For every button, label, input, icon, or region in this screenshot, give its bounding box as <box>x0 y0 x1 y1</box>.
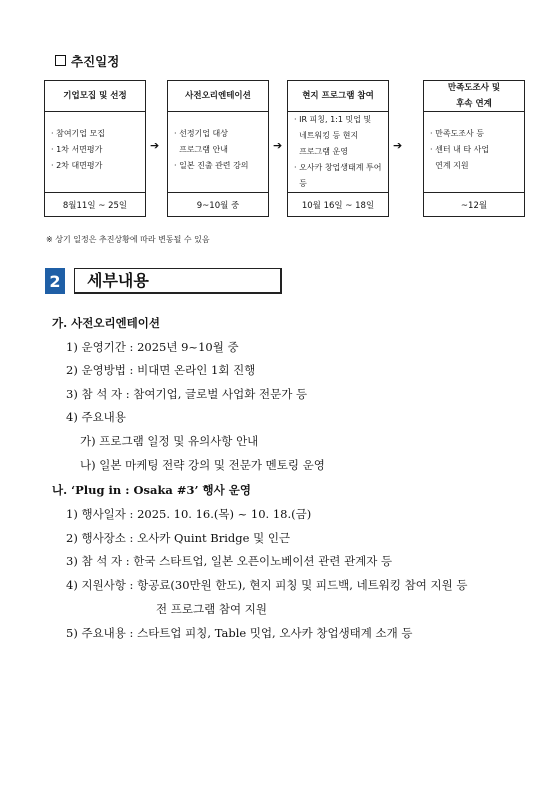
body-line: 4) 지원사항 : 항공료(30만원 한도), 현지 피칭 및 피드백, 네트워킹 참여 지원 등 <box>66 578 468 592</box>
subsection-heading: 가. 사전오리엔테이션 <box>52 316 160 330</box>
schedule-stage <box>423 80 527 217</box>
schedule-heading <box>55 52 119 70</box>
stage-detail-line: · 일본 진출 관련 강의 <box>174 161 249 170</box>
stage-title: 현지 프로그램 참여 <box>287 80 389 112</box>
body-line: 3) 참 석 자 : 참여기업, 글로벌 사업화 전문가 등 <box>66 387 308 401</box>
body-line: 가) 프로그램 일정 및 유의사항 안내 <box>80 434 259 448</box>
stage-title: 사전오리엔테이션 <box>167 80 269 112</box>
stage-date: 10월 16일 ~ 18일 <box>287 192 389 217</box>
subsection-heading: 나. ‘Plug in : Osaka #3’ 행사 운영 <box>52 483 251 497</box>
arrow-right-icon: ➔ <box>273 139 283 152</box>
schedule-stage <box>44 80 148 217</box>
body-line: 나) 일본 마케팅 전략 강의 및 전문가 멘토링 운영 <box>80 458 325 472</box>
stage-title: 기업모집 및 선정 <box>44 80 146 112</box>
stage-details <box>44 111 146 193</box>
section-title: 세부내용 <box>74 268 282 294</box>
stage-detail-line: · 오사카 창업생태계 투어 <box>294 163 382 172</box>
stage-date: 8월11일 ~ 25일 <box>44 192 146 217</box>
stage-detail-line: 프로그램 운영 <box>294 147 348 156</box>
stage-details <box>423 111 525 193</box>
body-line: 전 프로그램 참여 지원 <box>156 602 267 616</box>
body-line: 3) 참 석 자 : 한국 스타트업, 일본 오픈이노베이션 관련 관계자 등 <box>66 554 393 568</box>
body-line: 4) 주요내용 <box>66 410 126 424</box>
arrow-right-icon: ➔ <box>150 139 160 152</box>
stage-detail-line: · 센터 내 타 사업 <box>430 145 490 154</box>
stage-detail-line: 연계 지원 <box>430 161 469 170</box>
stage-detail-line: 네트워킹 등 현지 <box>294 131 359 140</box>
stage-title: 만족도조사 및 후속 연계 <box>423 80 525 112</box>
body-line: 1) 운영기간 : 2025년 9~10월 중 <box>66 340 239 354</box>
schedule-title: 추진일정 <box>71 54 120 69</box>
stage-detail-line: · IR 피칭, 1:1 밋업 및 <box>294 115 372 124</box>
stage-date: ~12월 <box>423 192 525 217</box>
stage-date: 9~10월 중 <box>167 192 269 217</box>
stage-detail-line: 프로그램 안내 <box>174 145 228 154</box>
checkbox-square-icon <box>55 55 66 66</box>
schedule-stage <box>167 80 271 217</box>
schedule-stage <box>287 80 391 217</box>
stage-detail-line: 등 <box>294 179 307 188</box>
stage-details <box>287 111 389 193</box>
section-number-badge: 2 <box>45 268 65 294</box>
schedule-notice: ※ 상기 일정은 추진상황에 따라 변동될 수 있음 <box>46 235 210 244</box>
body-line: 1) 행사일자 : 2025. 10. 16.(목) ~ 10. 18.(금) <box>66 507 312 521</box>
body-line: 5) 주요내용 : 스타트업 피칭, Table 밋업, 오사카 창업생태계 소개 등 <box>66 626 413 640</box>
stage-details <box>167 111 269 193</box>
stage-detail-line: · 1차 서면평가 <box>51 145 103 154</box>
stage-detail-line: · 만족도조사 등 <box>430 129 484 138</box>
body-line: 2) 행사장소 : 오사카 Quint Bridge 및 인근 <box>66 531 291 545</box>
arrow-right-icon: ➔ <box>393 139 403 152</box>
stage-detail-line: · 선정기업 대상 <box>174 129 228 138</box>
stage-detail-line: · 2차 대면평가 <box>51 161 103 170</box>
body-line: 2) 운영방법 : 비대면 온라인 1회 진행 <box>66 363 256 377</box>
stage-detail-line: · 참여기업 모집 <box>51 129 105 138</box>
